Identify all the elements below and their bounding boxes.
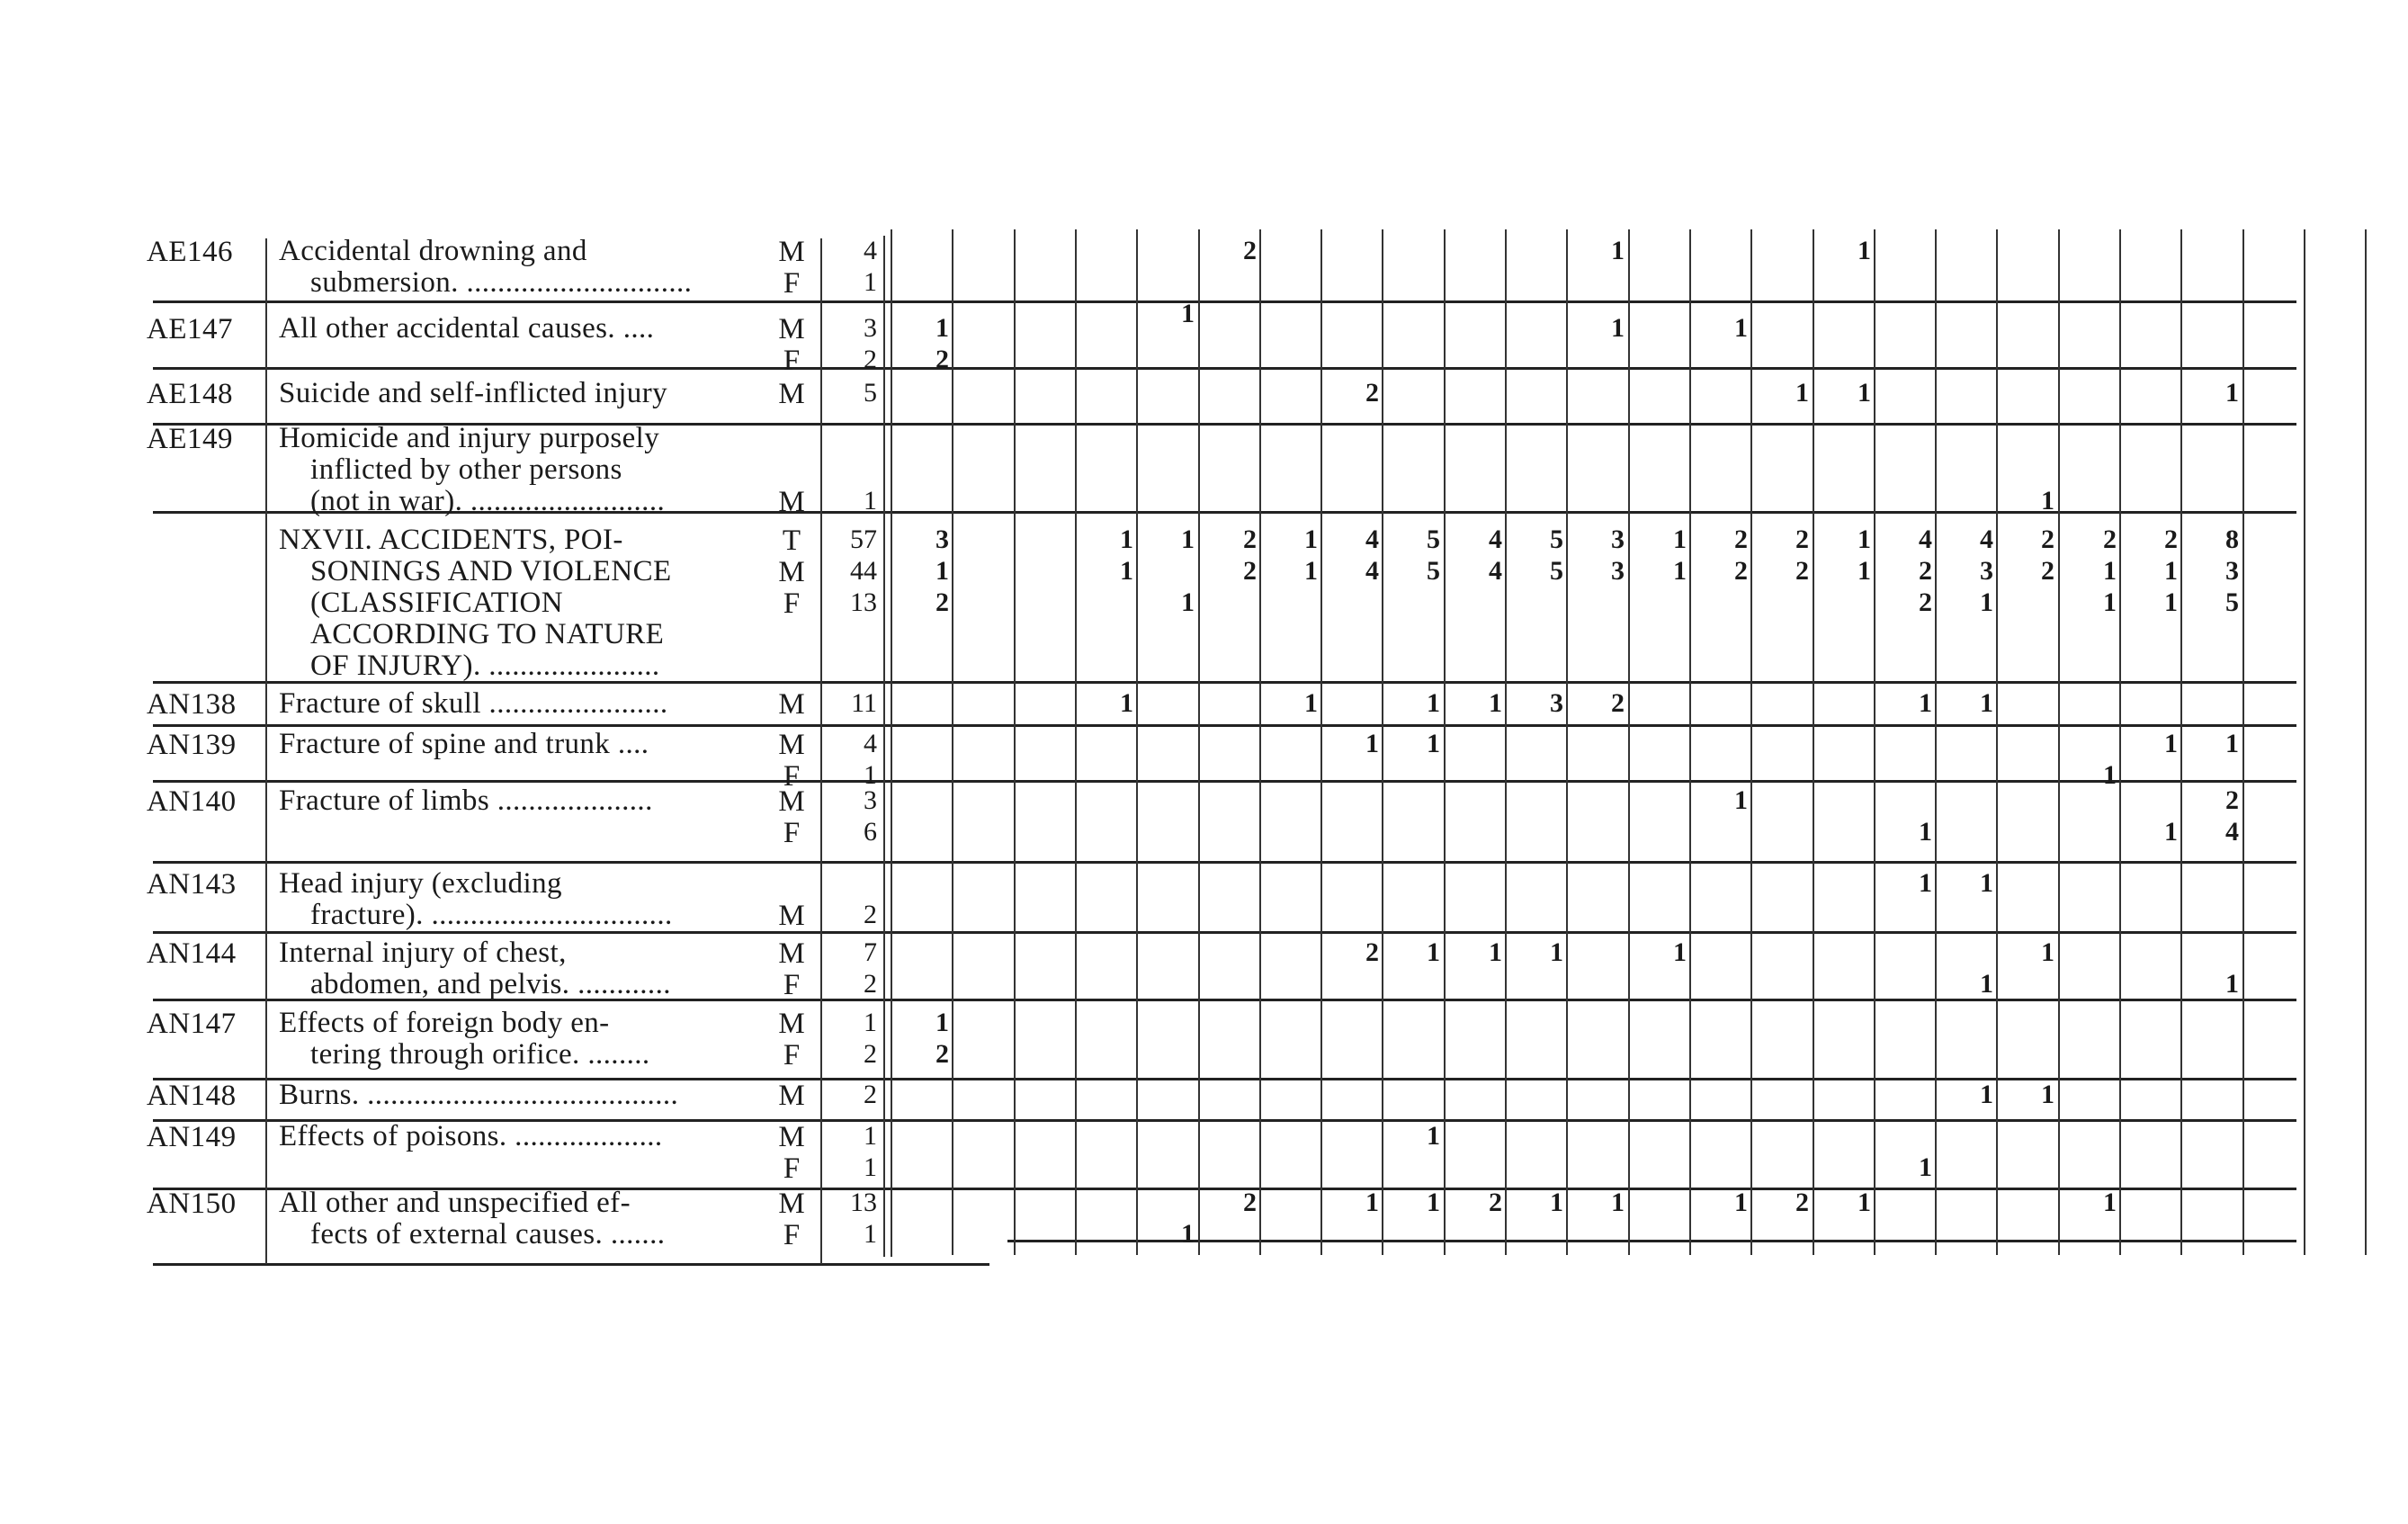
row-description: fracture). ............................... [310,899,673,931]
row-code: AE147 [147,313,233,345]
row-description: Internal injury of chest, [279,937,567,969]
row-code: AN138 [147,688,237,721]
cell-count: 1 [1120,524,1133,554]
row-description: All other accidental causes. .... [279,312,655,345]
sex-label: F [783,1039,801,1071]
cell-count: 4 [1365,556,1379,586]
row-code: AN148 [147,1080,237,1112]
cell-count: 1 [1181,1219,1195,1249]
row-code: AN144 [147,937,237,970]
cell-count: 3 [2225,556,2239,586]
column-separator [1750,229,1752,1255]
column-separator [1813,229,1814,1255]
total-count: 2 [864,345,877,374]
cell-count: 1 [1980,587,1993,617]
cell-count: 1 [1181,524,1195,554]
cell-count: 3 [1980,556,1993,586]
cell-count: 1 [2041,937,2054,967]
column-separator [2242,229,2244,1255]
column-separator [2119,229,2121,1255]
table-bottom-rule [153,1263,989,1266]
total-count: 6 [864,817,877,847]
cell-count: 1 [1673,937,1687,967]
column-separator [1505,229,1507,1255]
sex-label: M [778,236,805,268]
total-count: 5 [864,378,877,408]
total-count: 1 [864,267,877,297]
cell-count: 1 [1919,1152,1932,1182]
column-separator [1382,229,1383,1255]
cell-count: 1 [2225,378,2239,408]
cell-count: 1 [1427,937,1440,967]
cell-count: 1 [1734,313,1748,343]
row-description: abdomen, and pelvis. ............ [310,968,671,1000]
row-description: Effects of foreign body en- [279,1007,610,1039]
total-count: 57 [850,524,877,554]
row-description: All other and unspecified ef- [279,1187,631,1219]
total-count: 2 [864,969,877,999]
cell-count: 2 [1243,556,1257,586]
cell-count: 2 [1365,378,1379,408]
cell-count: 4 [2225,817,2239,847]
column-separator [1935,229,1937,1255]
cell-count: 1 [1304,556,1318,586]
cell-count: 1 [1857,1188,1871,1217]
total-count: 3 [864,313,877,343]
cell-count: 1 [2164,729,2178,758]
cell-count: 1 [1304,688,1318,718]
row-description: SONINGS AND VIOLENCE [310,555,672,587]
row-description: Head injury (excluding [279,867,562,900]
row-code: AE146 [147,236,233,268]
cell-count: 4 [1365,524,1379,554]
sex-label: F [783,760,801,793]
row-description: Burns. ........................................ [279,1079,679,1111]
cell-count: 1 [1365,1188,1379,1217]
row-description: submersion. ............................. [310,266,693,299]
cell-count: 1 [2164,556,2178,586]
row-separator [153,367,2296,370]
cell-count: 2 [1243,524,1257,554]
row-description: Accidental drowning and [279,235,587,267]
cell-count: 1 [2225,969,2239,999]
column-separator [2365,229,2367,1255]
cell-count: 1 [1611,236,1625,265]
sex-label: M [778,785,805,818]
row-description: Fracture of limbs .................... [279,784,653,817]
row-description: Homicide and injury purposely [279,422,660,454]
cell-count: 2 [1734,556,1748,586]
cell-count: 1 [1611,313,1625,343]
cell-count: 5 [1427,556,1440,586]
cell-count: 3 [1550,688,1563,718]
cell-count: 2 [1365,937,1379,967]
total-count: 1 [864,1219,877,1249]
cell-count: 1 [935,313,949,343]
total-count: 11 [851,688,877,718]
row-description: Suicide and self-inflicted injury [279,377,668,409]
sex-label: M [778,1008,805,1040]
cell-count: 1 [1980,688,1993,718]
cell-count: 8 [2225,524,2239,554]
cell-count: 1 [1857,236,1871,265]
row-description: fects of external causes. ....... [310,1218,666,1251]
row-code: AN147 [147,1008,237,1040]
cell-count: 2 [1919,587,1932,617]
cell-count: 2 [1734,524,1748,554]
cell-count: 2 [935,345,949,374]
cell-count: 1 [1980,1080,1993,1109]
total-count: 1 [864,1152,877,1182]
cell-count: 1 [1919,817,1932,847]
cell-count: 1 [2164,817,2178,847]
sex-label: M [778,688,805,721]
total-count: 13 [850,1188,877,1217]
cell-count: 2 [2164,524,2178,554]
cell-count: 2 [935,1039,949,1069]
cell-count: 1 [1919,688,1932,718]
cell-count: 2 [1919,556,1932,586]
cell-count: 1 [1857,556,1871,586]
cell-count: 5 [1550,556,1563,586]
cell-count: 1 [2103,587,2117,617]
sex-label: M [778,1080,805,1112]
cell-count: 3 [935,524,949,554]
cell-count: 1 [1489,688,1502,718]
sex-label: M [778,486,805,518]
cell-count: 1 [1919,868,1932,898]
table-bottom-rule-right [1007,1240,2296,1242]
cell-count: 1 [1427,1121,1440,1151]
cell-count: 4 [1489,556,1502,586]
column-separator [1014,229,1016,1255]
row-description: Fracture of spine and trunk .... [279,728,649,760]
column-separator [1198,229,1200,1255]
cell-count: 5 [2225,587,2239,617]
total-count: 1 [864,760,877,790]
column-separator [1689,229,1691,1255]
cell-count: 2 [2041,524,2054,554]
cell-count: 1 [935,1008,949,1037]
row-description: NXVII. ACCIDENTS, POI- [279,524,623,556]
total-count: 3 [864,785,877,815]
cell-count: 3 [1611,524,1625,554]
sex-label: F [783,1219,801,1251]
row-description: (not in war). ......................... [310,485,666,517]
total-count: 13 [850,587,877,617]
cell-count: 1 [2041,1080,2054,1109]
cell-count: 1 [1181,587,1195,617]
row-separator [153,861,2296,864]
cell-count: 1 [1734,785,1748,815]
sex-label: M [778,313,805,345]
sex-label: F [783,969,801,1001]
row-code: AN139 [147,729,237,761]
total-count: 4 [864,236,877,265]
cell-count: 1 [1611,1188,1625,1217]
row-description: (CLASSIFICATION [310,587,564,619]
sex-label: M [778,378,805,410]
cell-count: 1 [1427,688,1440,718]
total-count: 4 [864,729,877,758]
column-separator [1996,229,1998,1255]
column-separator [2058,229,2060,1255]
sex-label: M [778,1188,805,1220]
sex-label: M [778,556,805,588]
cell-count: 5 [1427,524,1440,554]
total-count: 1 [864,1008,877,1037]
column-separator [1136,229,1138,1255]
total-count: 1 [864,1121,877,1151]
cell-count: 2 [935,587,949,617]
cell-count: 1 [1857,378,1871,408]
row-code: AN150 [147,1188,237,1220]
sex-label: F [783,267,801,300]
cell-count: 1 [1734,1188,1748,1217]
total-column-separator [891,236,892,1257]
cell-count: 1 [1120,556,1133,586]
row-separator [153,724,2296,727]
cell-count: 4 [1919,524,1932,554]
cell-count: 2 [1611,688,1625,718]
cell-count: 2 [2103,524,2117,554]
cell-count: 1 [935,556,949,586]
cell-count: 1 [1304,524,1318,554]
cell-count: 1 [1427,729,1440,758]
cell-count: 1 [1550,937,1563,967]
cell-count: 2 [1795,1188,1809,1217]
total-count: 2 [864,1039,877,1069]
column-separator [1628,229,1630,1255]
cell-count: 1 [2041,486,2054,515]
sex-label: M [778,729,805,761]
cell-count: 2 [1795,524,1809,554]
column-separator [1075,229,1077,1255]
row-separator [153,931,2296,934]
sex-label: F [783,1152,801,1185]
cell-count: 1 [1980,868,1993,898]
sex-label: F [783,345,801,377]
total-count: 2 [864,900,877,929]
column-separator [1320,229,1322,1255]
cell-count: 2 [1243,1188,1257,1217]
row-code: AN143 [147,868,237,901]
row-description: Fracture of skull ....................... [279,687,668,720]
cell-count: 2 [2041,556,2054,586]
cell-count: 1 [1673,524,1687,554]
row-code: AN149 [147,1121,237,1153]
cell-count: 4 [1489,524,1502,554]
cell-count: 1 [1427,1188,1440,1217]
total-count: 1 [864,486,877,515]
row-separator [153,780,2296,783]
column-separator [2180,229,2182,1255]
cell-count: 1 [2103,556,2117,586]
cell-count: 1 [2103,1188,2117,1217]
cell-count: 1 [1795,378,1809,408]
row-code: AE149 [147,423,233,455]
total-count: 7 [864,937,877,967]
cell-count: 2 [2225,785,2239,815]
cell-count: 1 [1673,556,1687,586]
total-column-separator [883,236,885,1257]
sex-label: M [778,937,805,970]
column-separator [952,229,953,1255]
sex-label: F [783,587,801,620]
sex-label: F [783,817,801,849]
row-separator [153,300,2296,303]
row-code: AE148 [147,378,233,410]
cell-count: 4 [1980,524,1993,554]
cell-count: 1 [1181,299,1195,328]
code-separator [265,238,267,1264]
sex-label: M [778,900,805,932]
column-separator [1566,229,1568,1255]
cell-count: 1 [2103,760,2117,790]
column-separator [2304,229,2305,1255]
sex-label: M [778,1121,805,1153]
row-description: inflicted by other persons [310,453,622,486]
cell-count: 1 [1365,729,1379,758]
cell-count: 2 [1489,1188,1502,1217]
row-code: AN140 [147,785,237,818]
cell-count: 3 [1611,556,1625,586]
column-separator [1874,229,1875,1255]
cell-count: 1 [2225,729,2239,758]
row-description: Effects of poisons. ................... [279,1120,663,1152]
cell-count: 1 [1120,688,1133,718]
column-separator [1444,229,1446,1255]
total-count: 44 [850,556,877,586]
cell-count: 1 [1489,937,1502,967]
column-separator [1259,229,1261,1255]
cell-count: 1 [2164,587,2178,617]
sex-label: T [782,524,801,557]
row-description: ACCORDING TO NATURE [310,618,665,650]
cell-count: 2 [1243,236,1257,265]
cell-count: 1 [1980,969,1993,999]
row-description: OF INJURY). ...................... [310,650,660,682]
row-description: tering through orifice. ........ [310,1038,650,1071]
cell-count: 1 [1857,524,1871,554]
cell-count: 1 [1550,1188,1563,1217]
cell-count: 5 [1550,524,1563,554]
total-count: 2 [864,1080,877,1109]
cell-count: 2 [1795,556,1809,586]
